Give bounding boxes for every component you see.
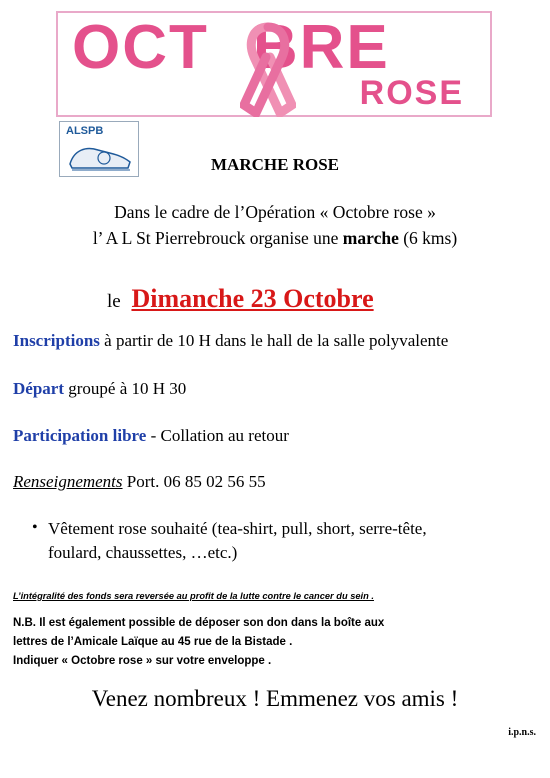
bullet-line-2: foulard, chaussettes, …etc.) [48, 543, 238, 562]
pink-ribbon-icon [240, 21, 296, 117]
banner-word-left: OCT [72, 13, 209, 82]
inscriptions-line [13, 331, 448, 351]
participation-label: Participation libre [13, 426, 147, 445]
octobre-rose-banner [56, 11, 492, 117]
intro-line-2 [0, 228, 550, 249]
closing-line: Venez nombreux ! Emmenez vos amis ! [91, 686, 459, 711]
renseignements-label: Renseignements [13, 472, 123, 491]
participation-line [13, 426, 289, 446]
nb-line-2: lettres de l’Amicale Laïque au 45 rue de la Bistade . [13, 636, 293, 648]
logo-text: ALSPB [66, 125, 104, 137]
date-text: Dimanche 23 Octobre [131, 284, 374, 313]
banner-title [72, 13, 390, 82]
renseignements-text: Port. 06 85 02 56 55 [122, 472, 266, 491]
funds-note: L’intégralité des fonds sera reversée au profit de la lutte contre le cancer du sein . [13, 591, 374, 601]
depart-text: groupé à 10 H 30 [63, 379, 187, 398]
intro-line-2-pre: l’ A L St Pierrebrouck organise une [92, 228, 343, 248]
heading: MARCHE ROSE [211, 155, 339, 174]
renseignements-line [13, 472, 266, 492]
date-line [107, 284, 374, 314]
bullet-symbol: • [32, 519, 38, 536]
nb-line-3: Indiquer « Octobre rose » sur votre enveloppe . [13, 655, 272, 667]
intro-line-1: Dans le cadre de l’Opération « Octobre rose » [114, 202, 436, 222]
nb-line-1: N.B. Il est également possible de déposer son don dans la boîte aux [13, 617, 385, 629]
bullet-line-1: Vêtement rose souhaité (tea-shirt, pull, short, serre-tête, [48, 519, 427, 538]
inscriptions-label: Inscriptions [13, 331, 100, 350]
footer-ipns: i.p.n.s. [508, 727, 536, 738]
depart-label: Départ [13, 379, 64, 398]
intro-line-2-bold: marche [342, 228, 399, 248]
banner-word-right: BRE [252, 13, 390, 82]
participation-text: - Collation au retour [146, 426, 289, 445]
date-prefix: le [107, 291, 121, 312]
inscriptions-text: à partir de 10 H dans le hall de la salle polyvalente [99, 331, 449, 350]
intro-line-2-post: (6 kms) [398, 228, 458, 248]
depart-line [13, 379, 186, 399]
banner-subtitle: ROSE [359, 74, 464, 112]
